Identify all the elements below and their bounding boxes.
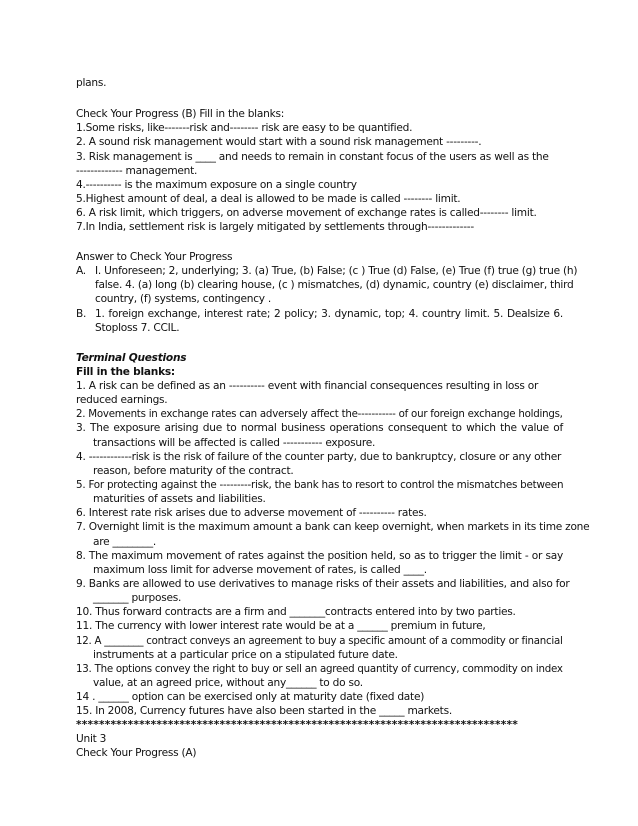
- question-line: 11. The currency with lower interest rate would be at a ______ premium in future,: [76, 620, 486, 632]
- continued-text: plans.: [76, 77, 107, 89]
- answer-b-marker: B.: [76, 308, 87, 320]
- answer-a-line: false. 4. (a) long (b) clearing house, (c ) mismatches, (d) dynamic, country (e) disclaimer, third: [95, 279, 574, 291]
- terminal-subheading: Fill in the blanks:: [76, 366, 175, 378]
- progress-b-item: 6. A risk limit, which triggers, on adverse movement of exchange rates is called-------- limit.: [76, 207, 537, 219]
- answers-heading: Answer to Check Your Progress: [76, 251, 233, 263]
- progress-b-heading: Check Your Progress (B) Fill in the blanks:: [76, 108, 285, 120]
- question-line: 7. Overnight limit is the maximum amount a bank can keep overnight, when markets in its time zone: [76, 521, 590, 533]
- progress-b-item: 3. Risk management is ____ and needs to remain in constant focus of the users as well as the: [76, 151, 549, 163]
- question-line: 3. The exposure arising due to normal business operations consequent to which the value of: [76, 422, 563, 434]
- question-line: 14 . ______ option can be exercised only at maturity date (fixed date): [76, 691, 425, 703]
- progress-b-item: 7.In India, settlement risk is largely mitigated by settlements through-------------: [76, 221, 474, 233]
- answer-b-line: Stoploss 7. CCIL.: [95, 322, 180, 334]
- question-line: value, at an agreed price, without any______ to do so.: [93, 677, 363, 689]
- answer-a-marker: A.: [76, 265, 86, 277]
- question-line: 6. Interest rate risk arises due to adverse movement of ---------- rates.: [76, 507, 427, 519]
- question-line: reason, before maturity of the contract.: [93, 465, 294, 477]
- question-line: 8. The maximum movement of rates against the position held, so as to trigger the limit - or say: [76, 550, 563, 562]
- unit-title: Unit 3: [76, 733, 107, 745]
- question-line: 2. Movements in exchange rates can adversely affect the----------- of our foreign exchange holdings,: [76, 408, 563, 420]
- question-line: 5. For protecting against the ---------risk, the bank has to resort to control the mismatches between: [76, 479, 564, 491]
- unit-subtitle: Check Your Progress (A): [76, 747, 197, 759]
- terminal-heading: Terminal Questions: [76, 352, 187, 364]
- question-line: maximum loss limit for adverse movement of rates, is called ____.: [93, 564, 427, 576]
- progress-b-item: 4.---------- is the maximum exposure on a single country: [76, 179, 357, 191]
- answer-b-line: 1. foreign exchange, interest rate; 2 policy; 3. dynamic, top; 4. country limit. 5. Dealsize 6.: [95, 308, 563, 320]
- question-line: are ________.: [93, 536, 156, 548]
- answer-a-line: country, (f) systems, contingency .: [95, 293, 272, 305]
- question-line: maturities of assets and liabilities.: [93, 493, 266, 505]
- question-line: 10. Thus forward contracts are a firm and _______contracts entered into by two parties.: [76, 606, 516, 618]
- question-line: 13. The options convey the right to buy or sell an agreed quantity of currency, commodity on index: [76, 663, 563, 675]
- progress-b-item: 5.Highest amount of deal, a deal is allowed to be made is called -------- limit.: [76, 193, 461, 205]
- question-line: reduced earnings.: [76, 394, 168, 406]
- question-line: 4. ------------risk is the risk of failure of the counter party, due to bankruptcy, closure or any other: [76, 451, 562, 463]
- question-line: instruments at a particular price on a stipulated future date.: [93, 649, 398, 661]
- question-line: transactions will be affected is called ----------- exposure.: [93, 437, 376, 449]
- question-line: 9. Banks are allowed to use derivatives to manage risks of their assets and liabilities, and also for: [76, 578, 570, 590]
- question-line: 15. In 2008, Currency futures have also been started in the _____ markets.: [76, 705, 452, 717]
- question-line: _______ purposes.: [93, 592, 182, 604]
- question-line: 1. A risk can be defined as an ---------- event with financial consequences resulting in loss or: [76, 380, 539, 392]
- progress-b-item: ------------- management.: [76, 165, 198, 177]
- progress-b-item: 1.Some risks, like-------risk and-------- risk are easy to be quantified.: [76, 122, 413, 134]
- question-line: 12. A ________ contract conveys an agreement to buy a specific amount of a commodity or financial: [76, 635, 563, 647]
- answer-a-line: I. Unforeseen; 2, underlying; 3. (a) True, (b) False; (c ) True (d) False, (e) True (f) true (g) true (h): [95, 265, 578, 277]
- section-separator: *****************************************************************************: [76, 719, 518, 731]
- progress-b-item: 2. A sound risk management would start with a sound risk management ---------.: [76, 136, 482, 148]
